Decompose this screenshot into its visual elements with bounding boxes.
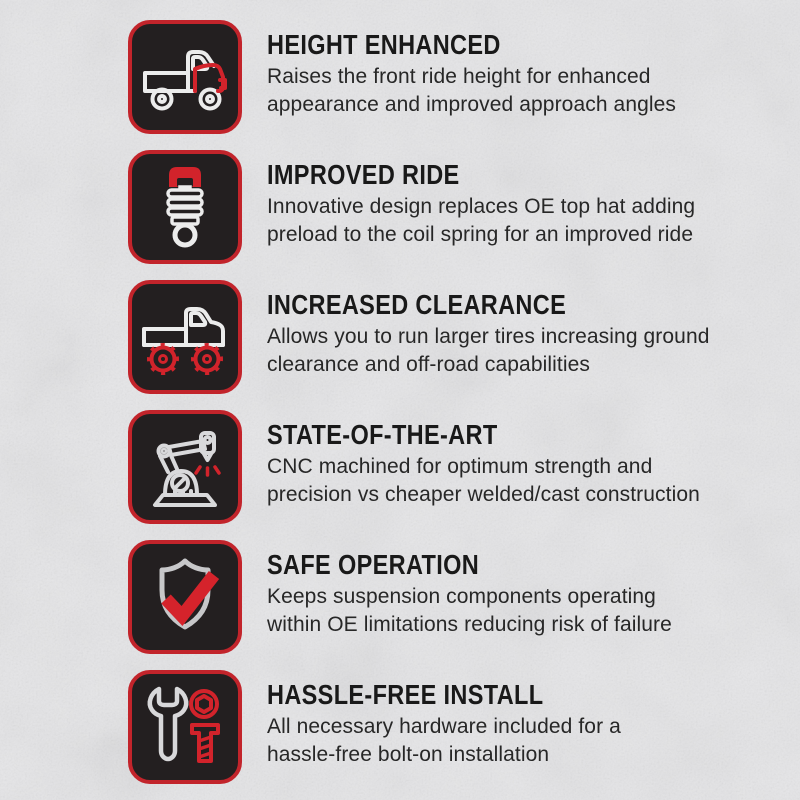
feature-description: Raises the front ride height for enhanced appearance and improved approach angles — [267, 65, 677, 116]
icon-tile — [128, 280, 242, 394]
icon-tile — [128, 150, 242, 264]
feature-text — [267, 670, 621, 769]
feature-row-state-of-the-art — [128, 410, 700, 540]
feature-title: SAFE OPERATION — [267, 549, 480, 580]
feature-row-safe-operation — [128, 540, 688, 670]
feature-list — [128, 20, 710, 800]
truck-large-tires-icon — [137, 289, 233, 385]
feature-row-improved-ride — [128, 150, 696, 280]
feature-title: IMPROVED RIDE — [267, 159, 460, 190]
icon-tile — [128, 540, 242, 654]
feature-row-hassle-free-install — [128, 670, 688, 800]
feature-title: HASSLE-FREE INSTALL — [267, 679, 544, 710]
feature-title: INCREASED CLEARANCE — [267, 289, 567, 320]
feature-text — [267, 410, 700, 509]
feature-description: CNC machined for optimum strength and precision vs cheaper welded/cast construction — [267, 455, 700, 506]
icon-tile — [128, 670, 242, 784]
feature-text — [267, 20, 676, 119]
feature-row-height-enhanced — [128, 20, 688, 150]
feature-text — [267, 150, 695, 249]
feature-text — [267, 280, 710, 379]
icon-tile — [128, 20, 242, 134]
feature-description: Innovative design replaces OE top hat adding preload to the coil spring for an improved ride — [267, 195, 696, 246]
wrench-and-bolt-icon — [137, 679, 233, 775]
coilover-shock-icon — [137, 159, 233, 255]
raised-front-truck-icon — [137, 29, 233, 125]
feature-text — [267, 540, 672, 639]
feature-description: Keeps suspension components operating within OE limitations reducing risk of failure — [267, 585, 672, 636]
feature-title: HEIGHT ENHANCED — [267, 29, 501, 60]
feature-row-increased-clearance — [128, 280, 710, 410]
feature-description: All necessary hardware included for a hassle-free bolt-on installation — [267, 715, 621, 766]
feature-title: STATE-OF-THE-ART — [267, 419, 498, 450]
cnc-machine-icon — [137, 419, 233, 515]
feature-description: Allows you to run larger tires increasing ground clearance and off-road capabilities — [267, 325, 710, 376]
shield-check-icon — [137, 549, 233, 645]
icon-tile — [128, 410, 242, 524]
